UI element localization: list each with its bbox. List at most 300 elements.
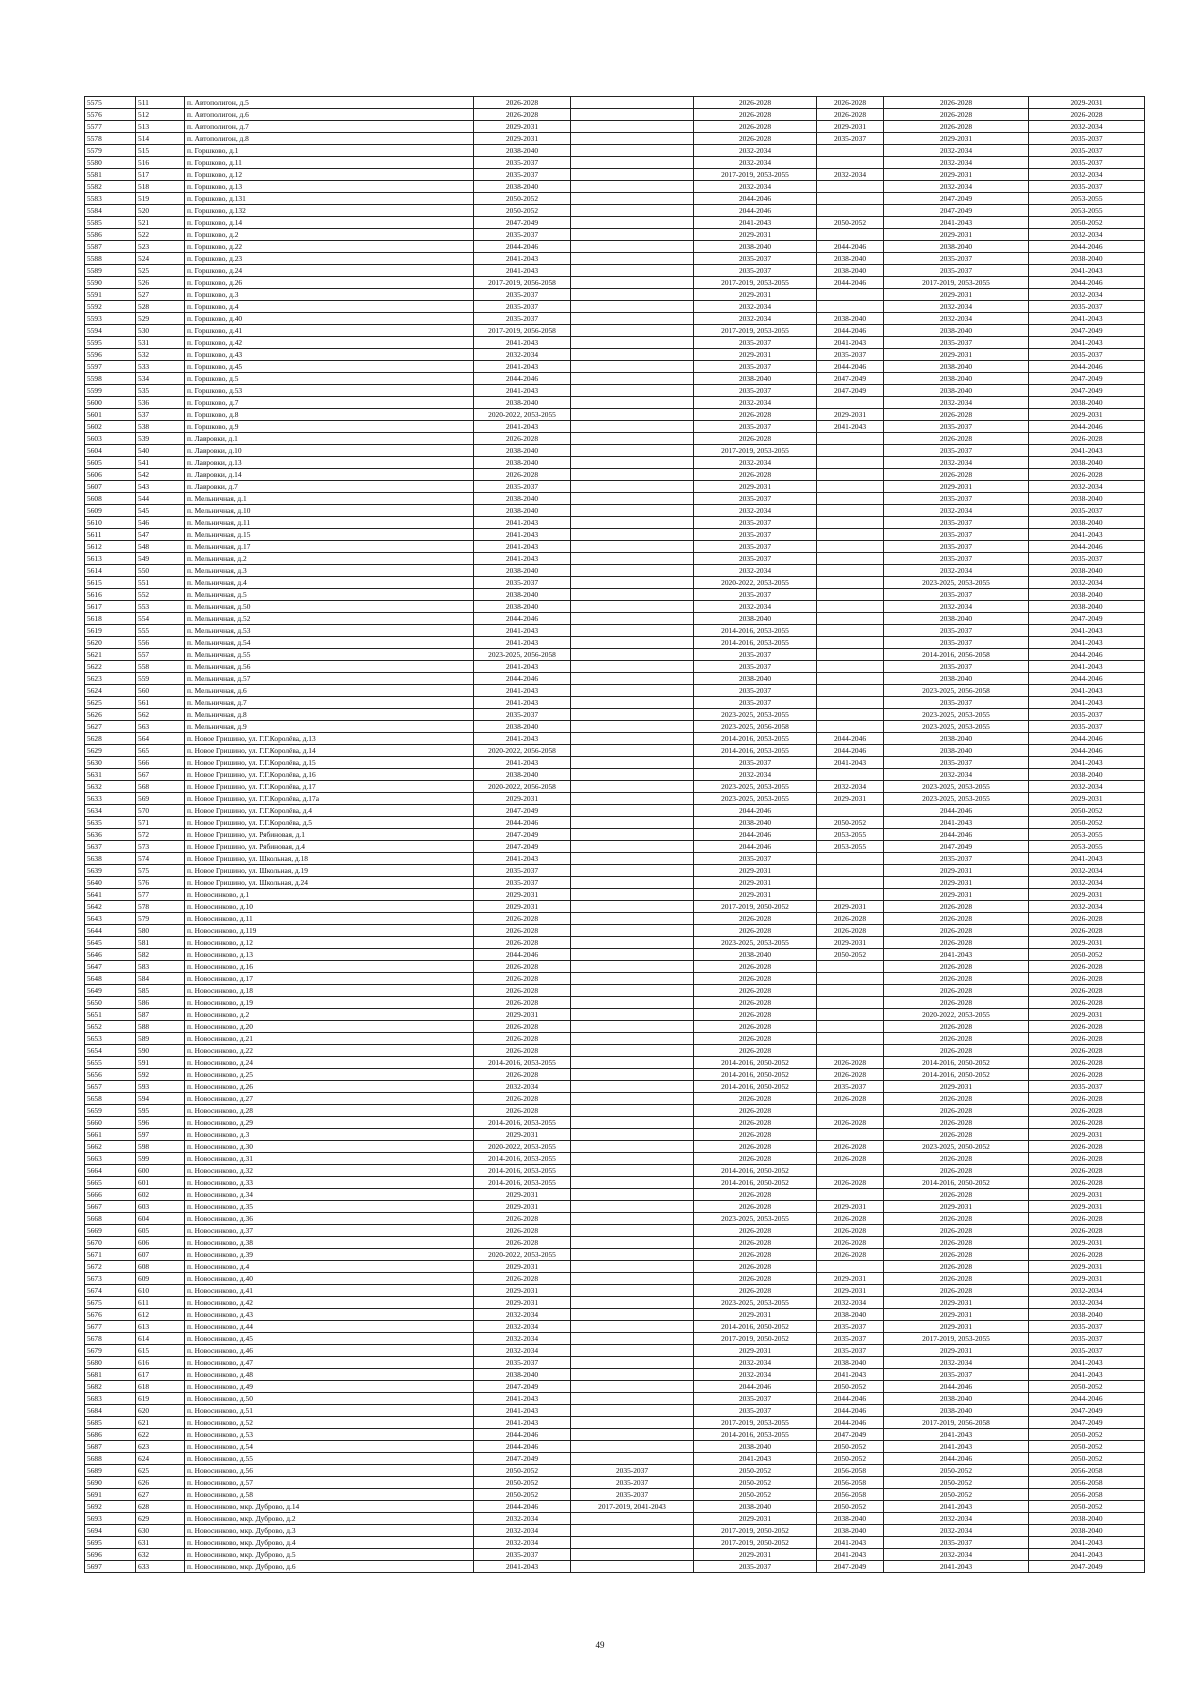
table-cell: 614 <box>136 1333 185 1345</box>
table-cell: п. Новосинково, д.13 <box>185 949 474 961</box>
table-cell: 5662 <box>85 1141 136 1153</box>
table-cell: 5613 <box>85 553 136 565</box>
table-row <box>85 337 1145 349</box>
table-cell: 5604 <box>85 445 136 457</box>
table-cell: 2026-2028 <box>694 1045 817 1057</box>
table-cell: 2035-2037 <box>1029 301 1145 313</box>
table-cell: 555 <box>136 625 185 637</box>
table-cell: 2035-2037 <box>884 529 1029 541</box>
table-cell: 5582 <box>85 181 136 193</box>
table-cell: 2044-2046 <box>884 829 1029 841</box>
table-cell <box>571 613 694 625</box>
table-cell: 2047-2049 <box>474 841 571 853</box>
table-cell: 2044-2046 <box>817 325 884 337</box>
table-cell: 5687 <box>85 1441 136 1453</box>
table-cell: 524 <box>136 253 185 265</box>
table-cell: 2044-2046 <box>817 745 884 757</box>
table-cell: 2029-2031 <box>817 409 884 421</box>
table-row <box>85 181 1145 193</box>
table-row <box>85 1405 1145 1417</box>
table-cell: 2035-2037 <box>1029 145 1145 157</box>
table-cell: 2026-2028 <box>1029 925 1145 937</box>
table-cell <box>817 709 884 721</box>
table-cell: 537 <box>136 409 185 421</box>
table-cell <box>571 949 694 961</box>
table-cell: 2041-2043 <box>1029 697 1145 709</box>
table-cell: п. Новосинково, д.49 <box>185 1381 474 1393</box>
table-cell: 2035-2037 <box>1029 1333 1145 1345</box>
table-cell: 2041-2043 <box>474 685 571 697</box>
table-cell: 2035-2037 <box>884 493 1029 505</box>
table-cell: 2026-2028 <box>884 409 1029 421</box>
table-cell: 2026-2028 <box>474 973 571 985</box>
table-cell: 2041-2043 <box>474 1561 571 1573</box>
table-cell: 2032-2034 <box>694 457 817 469</box>
table-cell: 2032-2034 <box>474 1309 571 1321</box>
table-row <box>85 949 1145 961</box>
table-cell: 2026-2028 <box>694 1021 817 1033</box>
table-cell: 2029-2031 <box>1029 1009 1145 1021</box>
table-cell: п. Горшково, д.9 <box>185 421 474 433</box>
table-row <box>85 577 1145 589</box>
table-row <box>85 1057 1145 1069</box>
table-cell: 2029-2031 <box>474 1297 571 1309</box>
table-cell: 2032-2034 <box>884 1513 1029 1525</box>
table-cell: 2044-2046 <box>474 817 571 829</box>
table-cell: 2041-2043 <box>474 853 571 865</box>
table-cell: 621 <box>136 1417 185 1429</box>
table-cell: 5638 <box>85 853 136 865</box>
table-cell: 2032-2034 <box>694 565 817 577</box>
table-cell <box>571 1081 694 1093</box>
table-cell: п. Новое Гришино, ул. Г.Г.Королёва, д.14 <box>185 745 474 757</box>
table-cell: 2014-2016, 2050-2052 <box>694 1081 817 1093</box>
table-row <box>85 1513 1145 1525</box>
table-cell: 2047-2049 <box>884 193 1029 205</box>
table-cell: 515 <box>136 145 185 157</box>
table-cell: п. Горшково, д.41 <box>185 325 474 337</box>
table-cell: 596 <box>136 1117 185 1129</box>
table-cell: 2032-2034 <box>1029 1297 1145 1309</box>
table-cell: 2041-2043 <box>817 757 884 769</box>
table-cell: 626 <box>136 1477 185 1489</box>
table-cell: п. Мельничная, д.5 <box>185 589 474 601</box>
table-cell: 2038-2040 <box>474 493 571 505</box>
table-cell: 5666 <box>85 1189 136 1201</box>
table-row <box>85 205 1145 217</box>
table-row <box>85 1189 1145 1201</box>
table-cell <box>571 409 694 421</box>
table-cell: 2050-2052 <box>817 817 884 829</box>
table-cell: 2041-2043 <box>1029 1357 1145 1369</box>
table-cell: 2041-2043 <box>884 1561 1029 1573</box>
table-cell <box>817 997 884 1009</box>
table-cell: 2047-2049 <box>817 385 884 397</box>
table-cell <box>571 1273 694 1285</box>
table-cell: 2023-2025, 2053-2055 <box>694 793 817 805</box>
table-cell: 2032-2034 <box>694 505 817 517</box>
table-cell <box>571 1093 694 1105</box>
table-cell <box>817 649 884 661</box>
table-cell: 5615 <box>85 577 136 589</box>
table-cell: 2035-2037 <box>474 865 571 877</box>
table-cell <box>817 517 884 529</box>
table-cell <box>571 193 694 205</box>
table-cell: 5631 <box>85 769 136 781</box>
table-cell: п. Автополигон, д.7 <box>185 121 474 133</box>
table-cell: 2044-2046 <box>1029 421 1145 433</box>
table-row <box>85 541 1145 553</box>
table-cell: 5640 <box>85 877 136 889</box>
table-cell: 2026-2028 <box>474 1093 571 1105</box>
table-cell: 593 <box>136 1081 185 1093</box>
table-cell: 2041-2043 <box>474 529 571 541</box>
table-row <box>85 913 1145 925</box>
table-cell: 2026-2028 <box>884 961 1029 973</box>
table-cell: 5689 <box>85 1465 136 1477</box>
table-cell: 2035-2037 <box>694 553 817 565</box>
table-cell: 2032-2034 <box>1029 1285 1145 1297</box>
table-cell: 2023-2025, 2053-2055 <box>884 781 1029 793</box>
table-cell <box>817 697 884 709</box>
table-cell: 2026-2028 <box>474 97 571 109</box>
table-cell: п. Новосинково, д.37 <box>185 1225 474 1237</box>
table-cell: 2032-2034 <box>1029 121 1145 133</box>
table-cell: 2026-2028 <box>817 1117 884 1129</box>
table-row <box>85 817 1145 829</box>
table-cell: 517 <box>136 169 185 181</box>
table-cell: 2026-2028 <box>817 1093 884 1105</box>
table-cell: 2032-2034 <box>884 181 1029 193</box>
table-cell: 2032-2034 <box>1029 781 1145 793</box>
table-cell: 2041-2043 <box>474 625 571 637</box>
table-cell <box>571 1225 694 1237</box>
table-cell: п. Новосинково, д.45 <box>185 1333 474 1345</box>
table-cell: 546 <box>136 517 185 529</box>
table-cell: 5607 <box>85 481 136 493</box>
table-cell <box>817 625 884 637</box>
table-cell: 2032-2034 <box>884 157 1029 169</box>
table-cell: 520 <box>136 205 185 217</box>
table-row <box>85 709 1145 721</box>
table-cell: п. Новосинково, мкр. Дуброво, д.2 <box>185 1513 474 1525</box>
table-cell: п. Новосинково, д.33 <box>185 1177 474 1189</box>
table-cell: 5578 <box>85 133 136 145</box>
table-cell: 2017-2019, 2053-2055 <box>884 277 1029 289</box>
table-cell: 2035-2037 <box>884 637 1029 649</box>
table-cell: 5643 <box>85 913 136 925</box>
table-cell: 2020-2022, 2053-2055 <box>474 409 571 421</box>
table-cell <box>571 553 694 565</box>
table-cell: п. Новосинково, д.19 <box>185 997 474 1009</box>
table-cell: 5657 <box>85 1081 136 1093</box>
table-cell: 2047-2049 <box>474 217 571 229</box>
table-cell: 2014-2016, 2050-2052 <box>694 1165 817 1177</box>
table-cell: п. Новосинково, д.57 <box>185 1477 474 1489</box>
table-cell: 5696 <box>85 1549 136 1561</box>
table-row <box>85 589 1145 601</box>
table-cell: 2029-2031 <box>694 1309 817 1321</box>
table-cell: 2038-2040 <box>1029 397 1145 409</box>
table-cell: 2029-2031 <box>474 889 571 901</box>
table-cell: 2026-2028 <box>694 1009 817 1021</box>
table-row <box>85 457 1145 469</box>
table-cell: 2038-2040 <box>884 325 1029 337</box>
table-cell: 2044-2046 <box>694 205 817 217</box>
table-row <box>85 877 1145 889</box>
table-cell <box>817 433 884 445</box>
table-cell: п. Новое Гришино, ул. Рябиновая, д.4 <box>185 841 474 853</box>
table-cell: 600 <box>136 1165 185 1177</box>
table-cell <box>571 853 694 865</box>
table-cell: 2026-2028 <box>1029 973 1145 985</box>
table-cell: 2032-2034 <box>694 301 817 313</box>
table-cell: 2035-2037 <box>884 445 1029 457</box>
table-cell <box>817 613 884 625</box>
table-cell: 625 <box>136 1465 185 1477</box>
table-cell: 2038-2040 <box>884 745 1029 757</box>
table-cell: 2035-2037 <box>884 553 1029 565</box>
table-cell: 2032-2034 <box>884 565 1029 577</box>
table-cell: 613 <box>136 1321 185 1333</box>
table-cell <box>571 697 694 709</box>
table-cell: 575 <box>136 865 185 877</box>
table-cell <box>571 1549 694 1561</box>
table-cell: 2032-2034 <box>1029 229 1145 241</box>
table-cell: 5647 <box>85 961 136 973</box>
table-cell: 2026-2028 <box>1029 1021 1145 1033</box>
table-cell: 2029-2031 <box>817 1285 884 1297</box>
table-cell <box>571 253 694 265</box>
table-cell: 2038-2040 <box>884 385 1029 397</box>
table-cell: п. Автополигон, д.5 <box>185 97 474 109</box>
table-cell: п. Горшково, д.23 <box>185 253 474 265</box>
table-cell: 5596 <box>85 349 136 361</box>
table-row <box>85 1021 1145 1033</box>
table-cell: 2035-2037 <box>1029 133 1145 145</box>
table-cell <box>571 985 694 997</box>
table-cell: 5597 <box>85 361 136 373</box>
table-cell <box>571 169 694 181</box>
table-cell <box>571 1117 694 1129</box>
table-cell: 2050-2052 <box>884 1465 1029 1477</box>
table-cell: 2041-2043 <box>474 541 571 553</box>
table-cell: 2041-2043 <box>474 661 571 673</box>
table-row <box>85 901 1145 913</box>
table-row <box>85 1417 1145 1429</box>
table-cell: 2026-2028 <box>817 925 884 937</box>
table-cell: 2050-2052 <box>474 1477 571 1489</box>
table-cell: 2050-2052 <box>474 193 571 205</box>
table-cell <box>817 961 884 973</box>
table-row <box>85 229 1145 241</box>
table-cell: 2026-2028 <box>884 469 1029 481</box>
table-cell: 2038-2040 <box>694 949 817 961</box>
table-cell <box>571 1033 694 1045</box>
table-cell: 2035-2037 <box>694 1561 817 1573</box>
table-cell: 534 <box>136 373 185 385</box>
table-cell: 2047-2049 <box>474 1453 571 1465</box>
table-cell: 2044-2046 <box>694 193 817 205</box>
table-cell: п. Новосинково, д.16 <box>185 961 474 973</box>
table-row <box>85 1489 1145 1501</box>
table-cell: 545 <box>136 505 185 517</box>
schedule-table-container <box>84 96 1103 1573</box>
table-row <box>85 889 1145 901</box>
table-cell: 538 <box>136 421 185 433</box>
table-cell: 529 <box>136 313 185 325</box>
table-cell: 2050-2052 <box>817 949 884 961</box>
table-cell: 2029-2031 <box>1029 1189 1145 1201</box>
table-cell: 5621 <box>85 649 136 661</box>
table-cell: п. Горшково, д.26 <box>185 277 474 289</box>
table-row <box>85 1297 1145 1309</box>
table-cell: 2026-2028 <box>474 997 571 1009</box>
table-cell: 2029-2031 <box>474 1285 571 1297</box>
table-cell: 532 <box>136 349 185 361</box>
table-row <box>85 1309 1145 1321</box>
table-cell: 5601 <box>85 409 136 421</box>
table-cell: 2050-2052 <box>1029 1381 1145 1393</box>
table-cell <box>817 505 884 517</box>
table-cell <box>571 517 694 529</box>
table-cell: 2032-2034 <box>474 1333 571 1345</box>
table-cell <box>817 1189 884 1201</box>
table-cell: 2026-2028 <box>694 1141 817 1153</box>
table-cell: 2029-2031 <box>817 1273 884 1285</box>
table-cell: 5623 <box>85 673 136 685</box>
table-cell: 5588 <box>85 253 136 265</box>
table-cell: 590 <box>136 1045 185 1057</box>
table-cell: 2026-2028 <box>1029 1177 1145 1189</box>
table-cell: п. Новосинково, д.47 <box>185 1357 474 1369</box>
table-cell: 2041-2043 <box>474 265 571 277</box>
table-cell: 540 <box>136 445 185 457</box>
table-cell: 2029-2031 <box>884 865 1029 877</box>
table-cell: 2026-2028 <box>694 109 817 121</box>
table-cell: п. Новосинково, д.42 <box>185 1297 474 1309</box>
table-cell <box>571 877 694 889</box>
table-cell: 2050-2052 <box>1029 949 1145 961</box>
table-cell: 603 <box>136 1201 185 1213</box>
table-cell: 2017-2019, 2056-2058 <box>474 325 571 337</box>
table-cell: 2026-2028 <box>884 1165 1029 1177</box>
table-cell: п. Новосинково, д.40 <box>185 1273 474 1285</box>
table-cell: 2035-2037 <box>694 493 817 505</box>
table-cell: 581 <box>136 937 185 949</box>
table-cell: 528 <box>136 301 185 313</box>
table-cell: 2026-2028 <box>1029 1225 1145 1237</box>
table-cell: 2029-2031 <box>474 1261 571 1273</box>
table-cell: 2017-2019, 2050-2052 <box>694 1333 817 1345</box>
table-cell: 2041-2043 <box>884 1441 1029 1453</box>
table-row <box>85 601 1145 613</box>
table-cell: 5594 <box>85 325 136 337</box>
table-cell: 2035-2037 <box>884 265 1029 277</box>
table-cell: 2035-2037 <box>884 589 1029 601</box>
table-cell: п. Новосинково, д.41 <box>185 1285 474 1297</box>
page-number: 49 <box>595 1640 605 1650</box>
table-cell: 2032-2034 <box>1029 169 1145 181</box>
table-cell: 2023-2025, 2053-2055 <box>694 937 817 949</box>
table-cell: 5619 <box>85 625 136 637</box>
table-cell: 5606 <box>85 469 136 481</box>
table-cell: п. Мельничная, д.4 <box>185 577 474 589</box>
table-cell: 2026-2028 <box>694 469 817 481</box>
table-cell: п. Горшково, д.42 <box>185 337 474 349</box>
table-cell: 2044-2046 <box>1029 745 1145 757</box>
table-cell: п. Новосинково, д.27 <box>185 1093 474 1105</box>
table-cell: 5587 <box>85 241 136 253</box>
table-cell: 5639 <box>85 865 136 877</box>
table-cell: 2032-2034 <box>694 157 817 169</box>
table-cell: 2038-2040 <box>474 181 571 193</box>
table-cell: 2026-2028 <box>474 937 571 949</box>
table-cell: 2041-2043 <box>474 361 571 373</box>
table-cell: 5579 <box>85 145 136 157</box>
table-cell <box>817 577 884 589</box>
table-cell: 2047-2049 <box>817 1561 884 1573</box>
table-cell: 5641 <box>85 889 136 901</box>
table-cell: 2050-2052 <box>884 1489 1029 1501</box>
table-cell <box>571 1141 694 1153</box>
table-cell: 5583 <box>85 193 136 205</box>
table-cell: 627 <box>136 1489 185 1501</box>
table-cell: 2026-2028 <box>884 1117 1029 1129</box>
table-row <box>85 1393 1145 1405</box>
table-cell: 559 <box>136 673 185 685</box>
table-cell: 2041-2043 <box>1029 625 1145 637</box>
table-cell: 2032-2034 <box>1029 289 1145 301</box>
table-cell: п. Новосинково, мкр. Дуброво, д.14 <box>185 1501 474 1513</box>
table-cell <box>817 889 884 901</box>
table-cell: 2047-2049 <box>884 205 1029 217</box>
table-cell: 2050-2052 <box>817 1453 884 1465</box>
table-cell: 2035-2037 <box>694 853 817 865</box>
table-cell: 619 <box>136 1393 185 1405</box>
table-cell: 560 <box>136 685 185 697</box>
table-cell <box>817 1261 884 1273</box>
table-cell: 2032-2034 <box>694 181 817 193</box>
table-cell: 2032-2034 <box>884 1357 1029 1369</box>
table-cell: 5668 <box>85 1213 136 1225</box>
table-cell: 5648 <box>85 973 136 985</box>
table-cell: 5685 <box>85 1417 136 1429</box>
table-cell <box>571 913 694 925</box>
table-cell <box>817 637 884 649</box>
table-cell <box>571 577 694 589</box>
table-row <box>85 145 1145 157</box>
table-cell: 2041-2043 <box>884 1429 1029 1441</box>
table-cell: 565 <box>136 745 185 757</box>
table-cell: 578 <box>136 901 185 913</box>
table-cell: 2035-2037 <box>694 265 817 277</box>
table-cell <box>817 301 884 313</box>
table-cell: 2026-2028 <box>694 913 817 925</box>
table-cell: 5655 <box>85 1057 136 1069</box>
table-cell: 2035-2037 <box>694 685 817 697</box>
table-cell <box>571 1513 694 1525</box>
table-cell: 2032-2034 <box>474 349 571 361</box>
table-cell: п. Новосинково, мкр. Дуброво, д.4 <box>185 1537 474 1549</box>
table-cell: 2044-2046 <box>1029 649 1145 661</box>
table-cell: 2020-2022, 2053-2055 <box>474 1249 571 1261</box>
table-cell <box>817 157 884 169</box>
table-row <box>85 1441 1145 1453</box>
table-cell: 2047-2049 <box>817 373 884 385</box>
table-cell: п. Мельничная, д.7 <box>185 697 474 709</box>
table-cell: 2047-2049 <box>1029 613 1145 625</box>
